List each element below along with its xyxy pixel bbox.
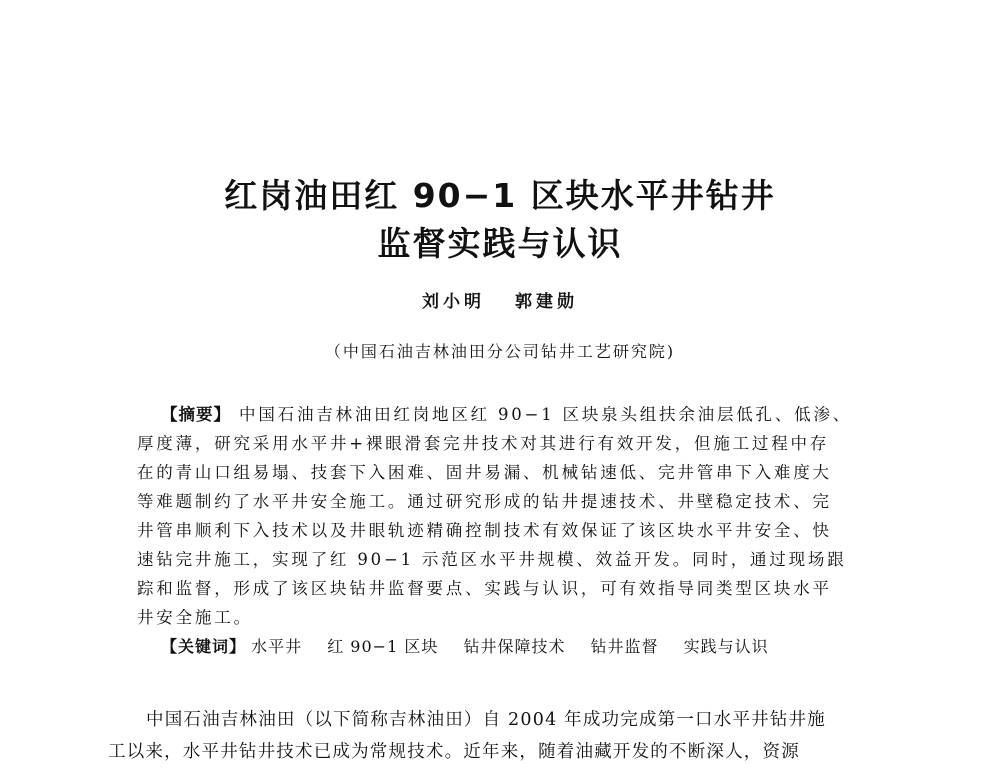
- keywords: [137, 632, 857, 661]
- author-name: 郭建勋: [515, 292, 578, 312]
- abstract-label: 【摘要】: [161, 405, 231, 424]
- abstract-text: 中国石油吉林油田红岗地区红 90−1 区块泉头组扶余油层低孔、低渗、: [231, 405, 853, 424]
- abstract-line: 踪和监督，形成了该区块钻井监督要点、实践与认识，可有效指导同类型区块水平: [137, 579, 832, 598]
- abstract-line: 井安全施工。: [137, 608, 253, 627]
- paper-title-line-1: 红岗油田红 90−1 区块水平井钻井: [224, 176, 776, 215]
- keywords-label: 【关键词】: [161, 637, 247, 656]
- keyword: 实践与认识: [683, 637, 769, 656]
- abstract-line: 在的青山口组易塌、技套下入困难、固井易漏、机械钻速低、完井管串下入难度大: [137, 463, 832, 482]
- abstract-line: 井管串顺利下入技术以及井眼轨迹精确控制技术有效保证了该区块水平井安全、快: [137, 521, 832, 540]
- abstract-line: 速钻完井施工，实现了红 90−1 示范区水平井规模、效益开发。同时，通过现场跟: [137, 550, 847, 569]
- abstract-line: 厚度薄，研究采用水平井+裸眼滑套完井技术对其进行有效开发，但施工过程中存: [137, 434, 830, 453]
- abstract: [137, 400, 857, 661]
- body-line: 中国石油吉林油田（以下简称吉林油田）自 2004 年成功完成第一口水平井钻井施: [146, 710, 826, 730]
- body-line: 工以来，水平井钻井技术已成为常规技术。近年来，随着油藏开发的不断深人，资源: [108, 742, 800, 762]
- abstract-line: [137, 400, 857, 429]
- keyword: 钻井监督: [590, 637, 659, 656]
- affiliation: （中国石油吉林油田分公司钻井工艺研究院): [324, 342, 676, 361]
- keyword: 水平井: [251, 637, 303, 656]
- body-paragraph: [108, 704, 898, 768]
- abstract-line: 等难题制约了水平井安全施工。通过研究形成的钻井提速技术、井壁稳定技术、完: [137, 492, 832, 511]
- author-name: 刘小明: [422, 292, 485, 312]
- keyword: 红 90−1 区块: [327, 637, 439, 656]
- author-list: [0, 290, 1000, 314]
- keyword: 钻井保障技术: [463, 637, 566, 656]
- paper-title-line-2: 监督实践与认识: [377, 224, 623, 263]
